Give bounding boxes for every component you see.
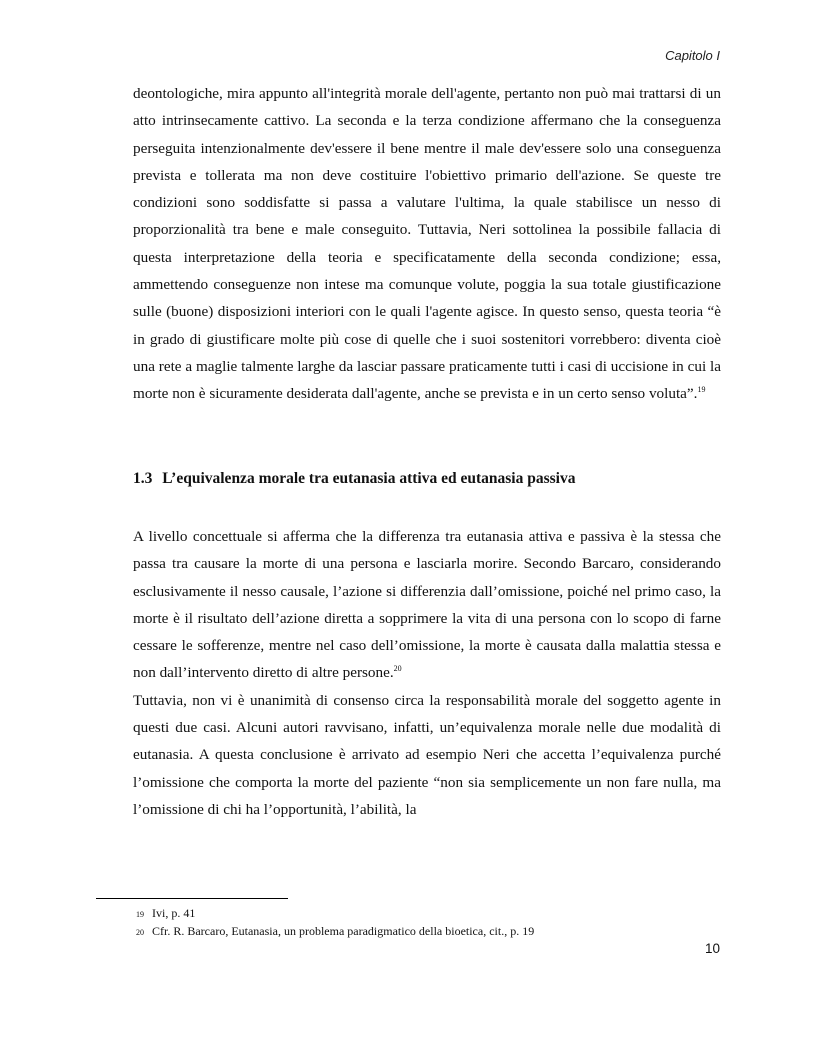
footnote-ref[interactable]: 19 <box>697 385 706 395</box>
main-content <box>133 80 721 818</box>
section-number: 1.3 <box>133 470 153 487</box>
footnote-ref[interactable]: 20 <box>393 664 402 674</box>
body-paragraph: Tuttavia, non vi è unanimità di consenso circa la responsabilità morale del soggetto agente in questi due casi. Alcuni autori ravvisano, infatti, un’equivalenza morale nelle due modalità di eutanasia. A questa conclusione è arrivato ad esempio Neri che accetta l’equivalenza purché l’omissione che comporta la morte del paziente “non sia semplicemente un non fare nulla, ma l’omissione di chi ha l’opportunità, l’abilità, la <box>133 691 721 818</box>
page-number: 10 <box>704 941 720 956</box>
footnotes <box>136 904 534 940</box>
footnote: 19 Ivi, p. 41 <box>136 906 196 920</box>
section-heading <box>133 470 575 488</box>
running-header: Capitolo I <box>665 48 720 63</box>
section-title: L’equivalenza morale tra eutanasia attiva ed eutanasia passiva <box>162 470 576 487</box>
footnote-divider <box>96 898 288 899</box>
footnote-text: Ivi, p. 41 <box>152 906 196 920</box>
body-paragraph: A livello concettuale si afferma che la differenza tra eutanasia attiva e passiva è la stessa che passa tra causare la morte di una persona e lasciarla morire. Secondo Barcaro, considerando esclusivamente il nesso causale, l’azione si differenzia dall’omissione, poiché nel primo caso, la morte è il risultato dell’azione diretta a sopprimere la vita di una persona con lo scopo di farne cessare le sofferenze, mentre nel caso dell’omissione, la morte è causata dalla malattia stessa e non dall’intervento diretto di altre persone.$^{20}$ <box>133 528 721 682</box>
footnote: 20 Cfr. R. Barcaro, Eutanasia, un problema paradigmatico della bioetica, cit., p. 19 <box>136 924 535 938</box>
footnote-text: Cfr. R. Barcaro, Eutanasia, un problema paradigmatico della bioetica, cit., p. 19 <box>152 924 535 938</box>
body-paragraph: deontologiche, mira appunto all'integrità morale dell'agente, pertanto non può mai trattarsi di un atto intrinsecamente cattivo. La seconda e la terza condizione affermano che la conseguenza perseguita intenzionalmente dev'essere il bene mentre il male dev'essere solo una conseguenza prevista e tollerata ma non deve costituire l'obiettivo primario dell'azione. Se queste tre condizioni sono soddisfatte si passa a valutare l'ultima, la quale stabilisce un nesso di proporzionalità tra bene e male conseguito. Tuttavia, Neri sottolinea la possibile fallacia di questa interpretazione della teoria e specificatamente della seconda condizione; essa, ammettendo conseguenze non intese ma comunque volute, poggia la sua totale giustificazione sulle (buone) disposizioni interiori con le quali l'agente agisce. In questo senso, questa teoria “è in grado di giustificare molte più cose di quelle che i suoi sostenitori vorrebbero: diventa cioè una rete a maglie talmente larghe da lasciar passare praticamente tutti i casi di uccisione in cui la morte non è sicuramente desiderata dall'agente, anche se prevista e in un certo senso voluta”.$^{19}$ <box>133 85 721 403</box>
